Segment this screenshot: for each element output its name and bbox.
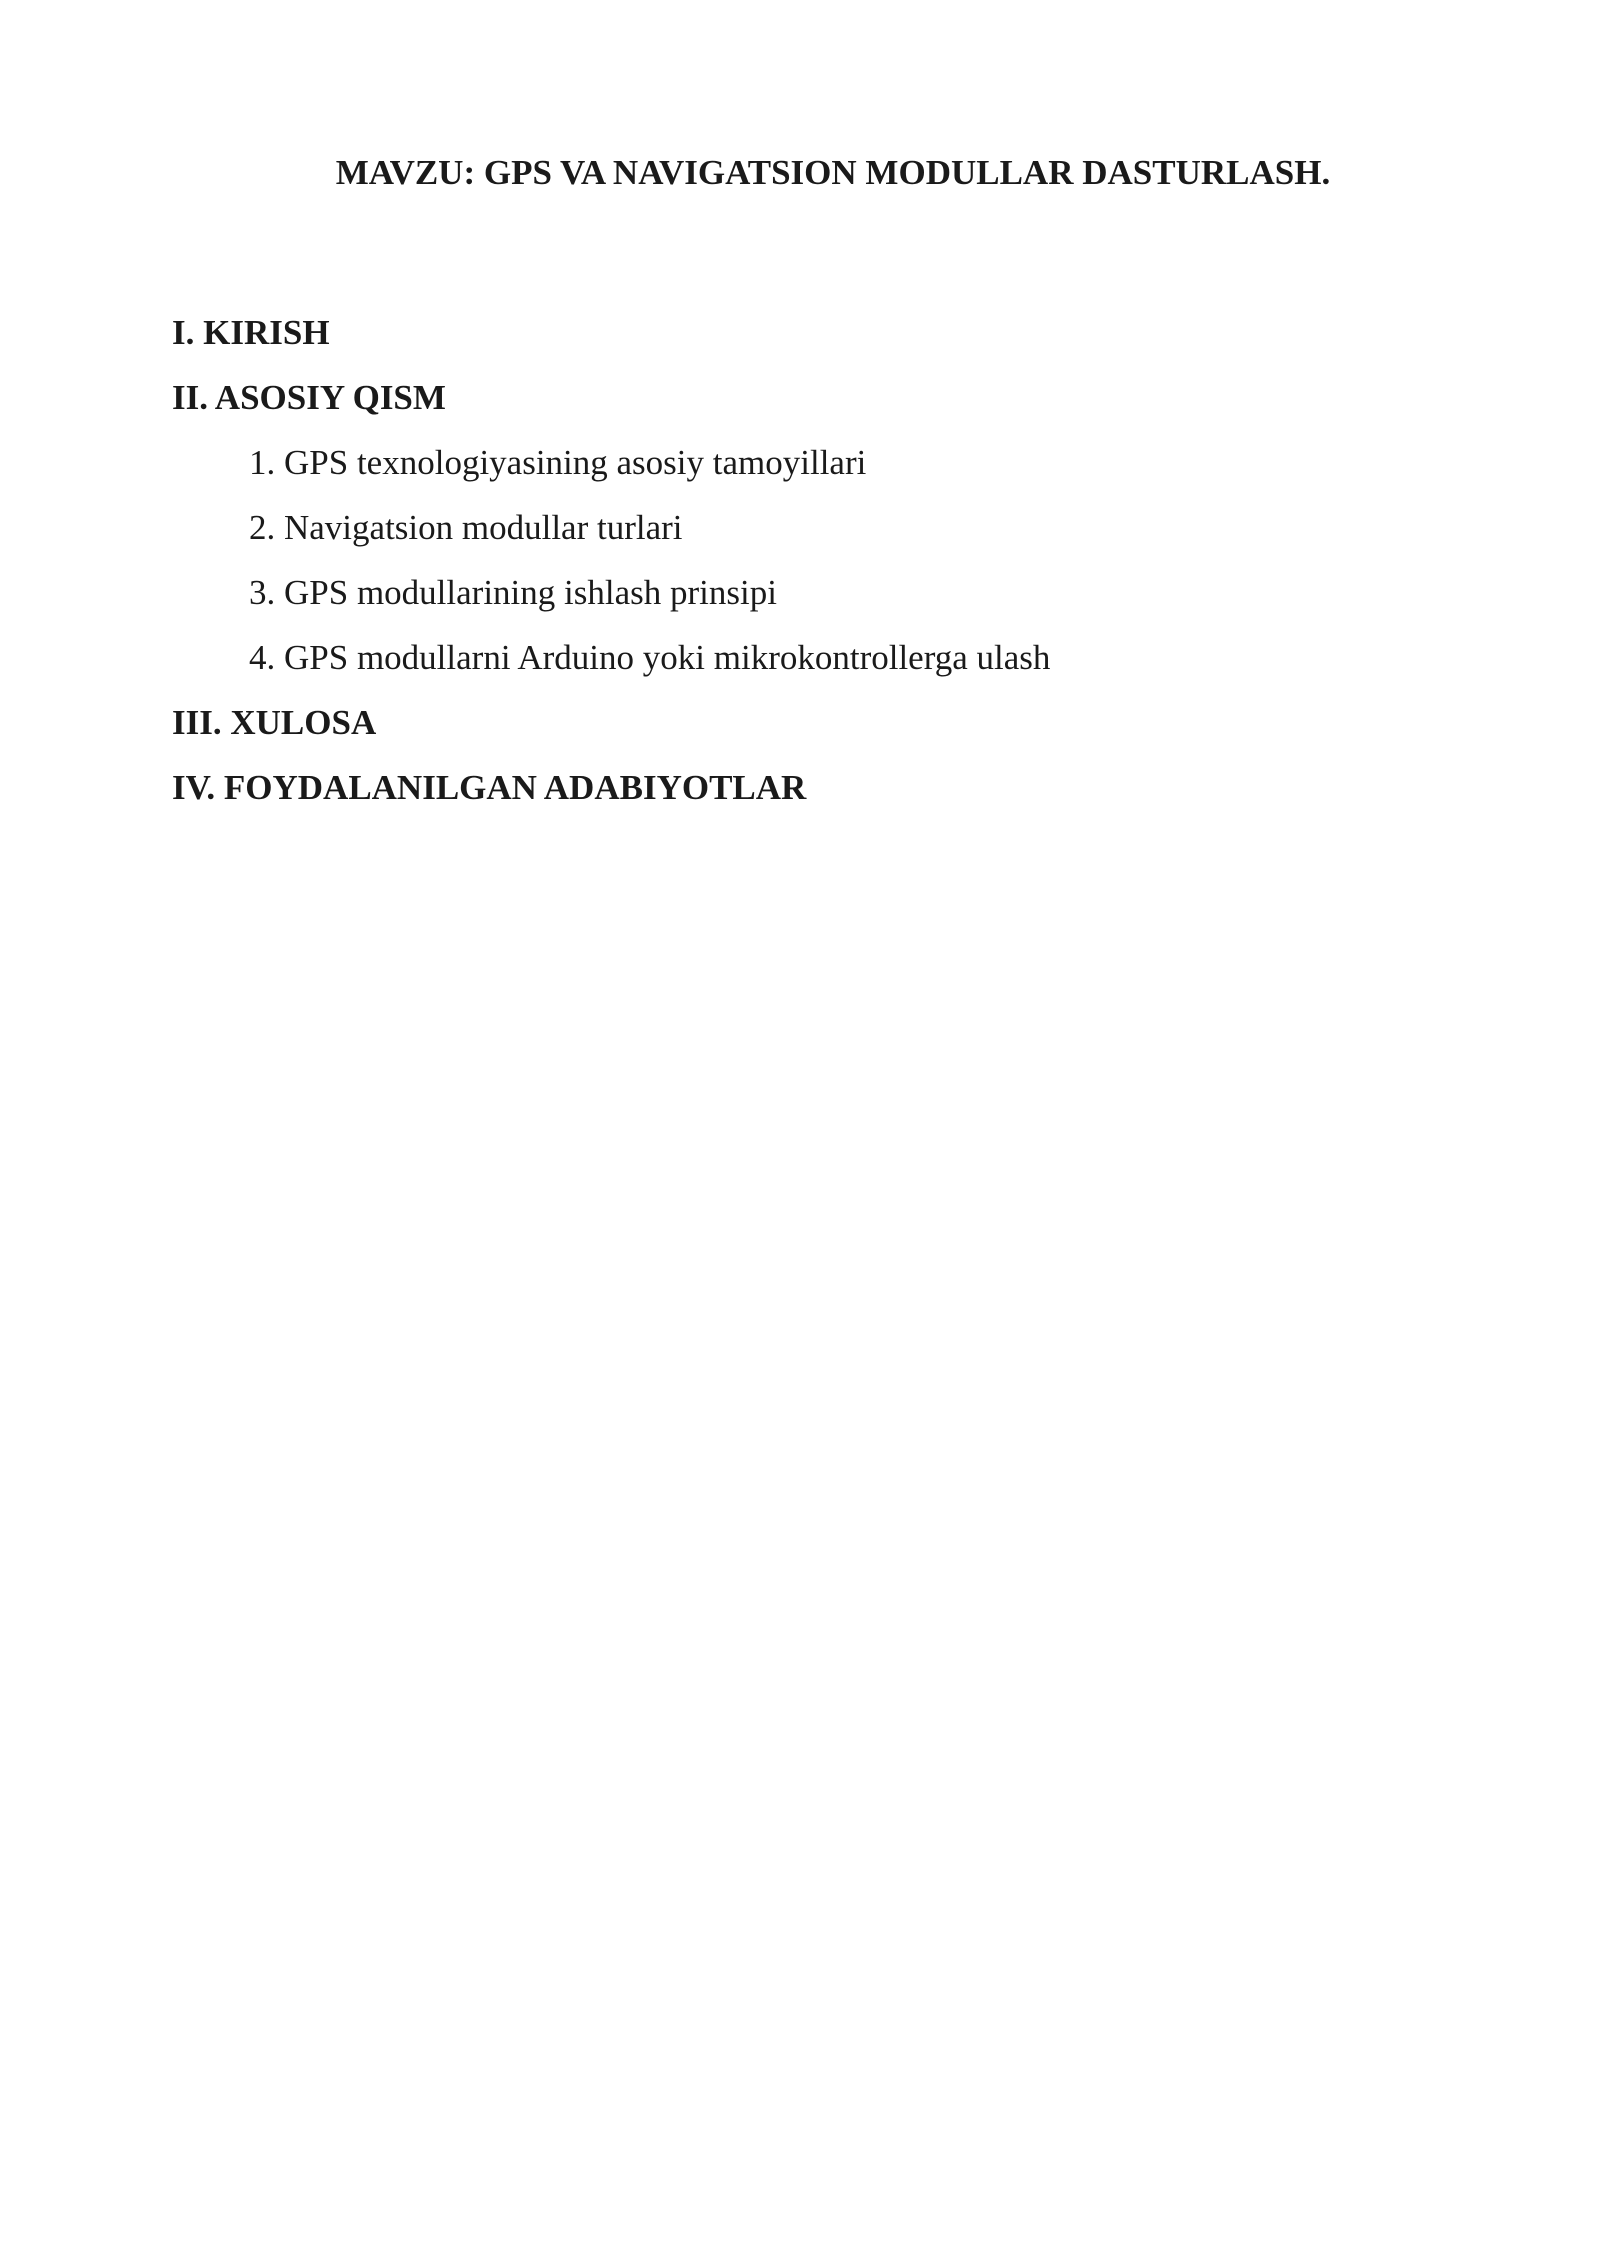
toc-subsection-3: 3. GPS modullarining ishlash prinsipi [249, 573, 777, 612]
table-of-contents [172, 300, 1050, 820]
toc-section-adabiyotlar: IV. FOYDALANILGAN ADABIYOTLAR [172, 768, 807, 807]
toc-section-asosiy-qism: II. ASOSIY QISM [172, 378, 446, 417]
toc-subsection-4: 4. GPS modullarni Arduino yoki mikrokontrollerga ulash [249, 638, 1051, 677]
toc-section-xulosa: III. XULOSA [172, 703, 377, 742]
document-title: MAVZU: GPS VA NAVIGATSION MODULLAR DASTURLASH. [335, 153, 1331, 192]
toc-subsection-2: 2. Navigatsion modullar turlari [249, 508, 683, 547]
toc-section-kirish: I. KIRISH [172, 313, 330, 352]
toc-subsection-1: 1. GPS texnologiyasining asosiy tamoyillari [249, 443, 867, 482]
